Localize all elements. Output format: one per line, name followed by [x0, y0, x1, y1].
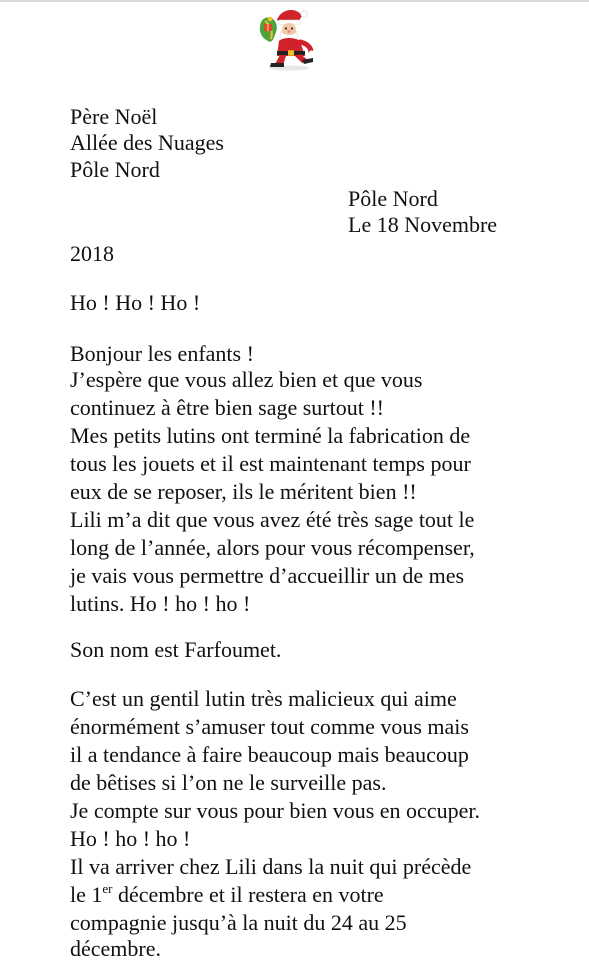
sender-name: Père Noël — [70, 104, 158, 129]
top-divider — [0, 0, 589, 2]
paragraph-line: C’est un gentil lutin très malicieux qui aime — [70, 686, 457, 711]
paragraph-line: Mes petits lutins ont terminé la fabrication de — [70, 423, 471, 448]
paragraph-line: Je compte sur vous pour bien vous en occuper. — [70, 798, 480, 823]
farfoumet-name-line: Son nom est Farfoumet. — [70, 637, 282, 662]
paragraph-line: eux de se reposer, ils le méritent bien !! — [70, 479, 417, 504]
letter-greeting: Ho ! Ho ! Ho ! — [70, 290, 201, 315]
paragraph-line: Bonjour les enfants ! — [70, 341, 254, 366]
sender-street: Allée des Nuages — [70, 130, 224, 155]
paragraph-line: J’espère que vous allez bien et que vous — [70, 367, 423, 392]
paragraph-line: Il va arriver chez Lili dans la nuit qui précède — [70, 854, 472, 879]
letter-year: 2018 — [70, 241, 114, 266]
first-december-prefix: le 1 — [70, 882, 103, 907]
letter-date: Le 18 Novembre — [348, 212, 498, 237]
paragraph-line: Ho ! ho ! ho ! — [70, 826, 191, 851]
paragraph-line: de bêtises si l’on ne le surveille pas. — [70, 770, 387, 795]
sender-city: Pôle Nord — [70, 157, 160, 182]
paragraph-line: énormément s’amuser tout comme vous mais — [70, 714, 469, 739]
paragraph-line: Lili m’a dit que vous avez été très sage tout le — [70, 507, 475, 532]
paragraph-line: décembre. — [70, 936, 161, 961]
paragraph-line: lutins. Ho ! ho ! ho ! — [70, 591, 251, 616]
paragraph-line: compagnie jusqu’à la nuit du 24 au 25 — [70, 910, 407, 935]
first-superscript: er — [102, 880, 113, 896]
paragraph-line: tous les jouets et il est maintenant temps pour — [70, 451, 471, 476]
first-december-line — [70, 881, 384, 909]
first-december-suffix: décembre et il restera en votre — [112, 882, 384, 907]
paragraph-line: long de l’année, alors pour vous récompenser, — [70, 535, 475, 560]
paragraph-line: je vais vous permettre d’accueillir un de mes — [70, 563, 465, 588]
paragraph-line: il a tendance à faire beaucoup mais beaucoup — [70, 742, 469, 767]
paragraph-line: continuez à être bien sage surtout !! — [70, 395, 384, 420]
letter-place: Pôle Nord — [348, 186, 438, 211]
santa-illustration-icon — [253, 4, 325, 72]
